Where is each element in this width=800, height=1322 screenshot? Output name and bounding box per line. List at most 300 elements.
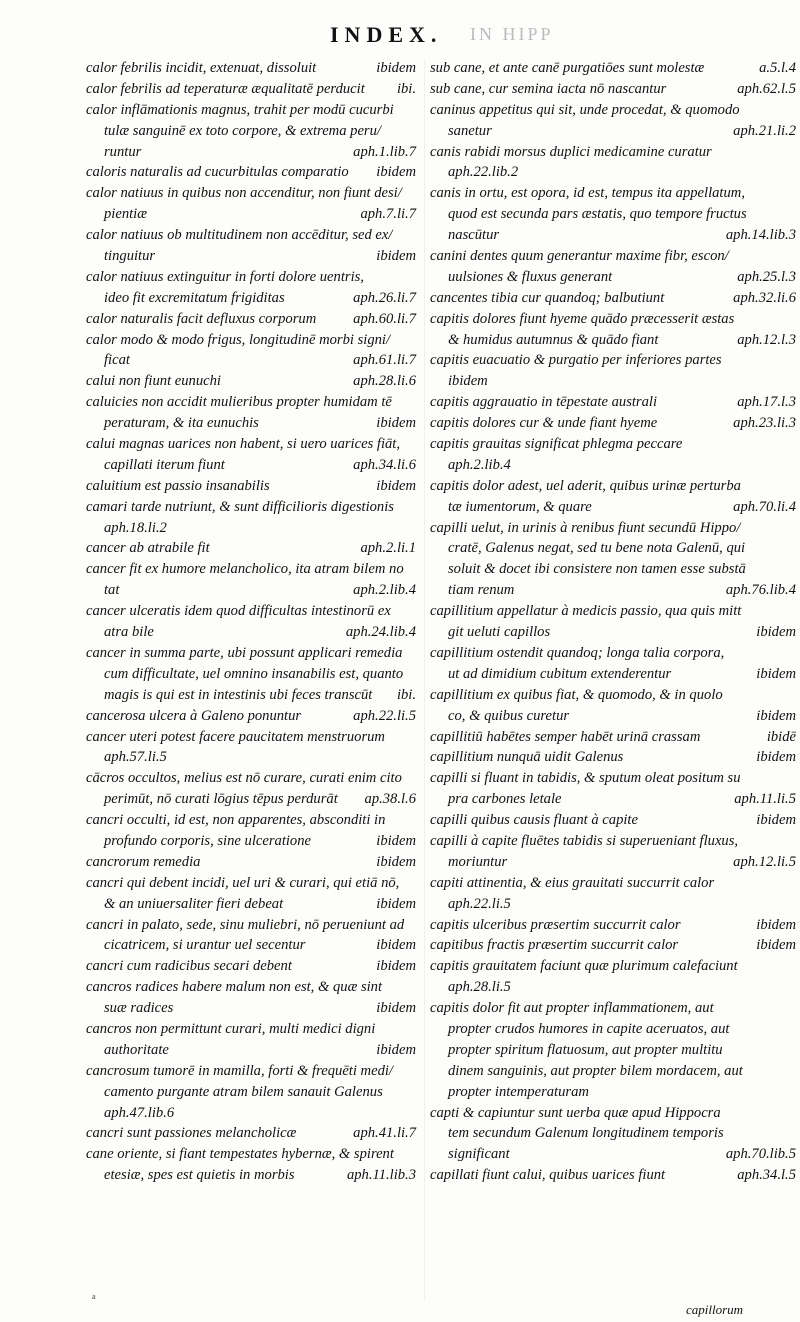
- entry-line: [430, 810, 800, 831]
- index-column-right: [430, 58, 800, 1186]
- index-entry: [86, 79, 422, 100]
- entry-text: aph.22.li.5: [448, 895, 511, 912]
- index-entry: [86, 956, 422, 977]
- index-entry: [430, 309, 800, 351]
- entry-reference: ibidem: [376, 895, 416, 912]
- entry-line: [430, 79, 800, 100]
- entry-text: propter crudos humores in capite aceruatos, aut: [448, 1020, 730, 1037]
- index-entry: [86, 706, 422, 727]
- entry-line: [86, 392, 422, 413]
- entry-text: capilli quibus causis fluant à capite: [430, 812, 638, 829]
- index-entry: [430, 1103, 800, 1166]
- entry-text: propter spiritum flatuosum, aut propter multitu: [448, 1041, 723, 1058]
- entry-continuation-line: [86, 935, 422, 956]
- entry-reference: ibidem: [376, 60, 416, 76]
- entry-reference: ibidem: [756, 749, 796, 766]
- entry-text: etesiæ, spes est quietis in morbis: [104, 1167, 295, 1184]
- bottom-mark: ᵃ: [92, 1292, 96, 1307]
- entry-line: [430, 413, 800, 434]
- index-entry: [86, 727, 422, 769]
- entry-continuation-line: [430, 622, 800, 643]
- entry-reference: ibidem: [376, 1000, 416, 1017]
- show-through-text: IN HIPP: [470, 24, 554, 44]
- entry-text: cancer ulceratis idem quod difficultas intestinorū ex: [86, 603, 391, 620]
- entry-reference: aph.28.li.6: [353, 373, 416, 390]
- entry-line: [430, 392, 800, 413]
- entry-text: cancri sunt passiones melancholicæ: [86, 1125, 297, 1142]
- entry-line: [86, 873, 422, 894]
- entry-line: [430, 309, 800, 330]
- entry-text: capillati iterum fiunt: [104, 456, 225, 473]
- entry-text: capitis dolor adest, uel aderit, quibus urinæ perturba: [430, 477, 741, 494]
- entry-text: peraturam, & ita eunuchis: [104, 415, 259, 432]
- entry-text: moriuntur: [448, 853, 508, 870]
- entry-line: [86, 371, 422, 392]
- entry-reference: aph.61.li.7: [353, 352, 416, 369]
- entry-continuation-line: [86, 789, 422, 810]
- entry-reference: a.5.l.4: [759, 60, 796, 76]
- entry-line: [86, 225, 422, 246]
- index-entry: [86, 1019, 422, 1061]
- entry-reference: ibidem: [756, 916, 796, 933]
- entry-continuation-line: [86, 1165, 422, 1186]
- index-entry: [86, 915, 422, 957]
- entry-reference: aph.76.lib.4: [725, 582, 796, 599]
- entry-reference: ibidē: [766, 728, 796, 745]
- entry-reference: ibidem: [376, 853, 416, 870]
- entry-continuation-line: [430, 894, 800, 915]
- entry-text: aph.28.li.5: [448, 979, 511, 996]
- index-entry: [86, 852, 422, 873]
- entry-text: authoritate: [104, 1041, 169, 1058]
- entry-line: [86, 330, 422, 351]
- entry-text: tinguitur: [104, 248, 156, 265]
- entry-continuation-line: [430, 455, 800, 476]
- entry-reference: aph.24.lib.4: [345, 624, 416, 641]
- entry-reference: ibidem: [756, 624, 796, 641]
- index-entry: [86, 1123, 422, 1144]
- entry-line: [430, 998, 800, 1019]
- entry-line: [430, 873, 800, 894]
- entry-continuation-line: [86, 246, 422, 267]
- entry-reference: aph.2.li.1: [360, 540, 416, 557]
- entry-reference: aph.26.li.7: [353, 289, 416, 306]
- entry-continuation-line: [430, 225, 800, 246]
- entry-line: [430, 100, 800, 121]
- entry-reference: ap.38.l.6: [364, 791, 416, 808]
- entry-reference: ibidem: [376, 164, 416, 181]
- entry-line: [86, 810, 422, 831]
- index-entry: [430, 685, 800, 727]
- entry-line: [430, 142, 800, 163]
- index-entry: [430, 768, 800, 810]
- entry-text: cratē, Galenus negat, sed tu bene nota Galenū, qui: [448, 540, 746, 557]
- entry-text: & an uniuersaliter fieri debeat: [104, 895, 284, 912]
- entry-text: significant: [448, 1146, 510, 1163]
- entry-text: calui non fiunt eunuchi: [86, 373, 221, 390]
- entry-reference: ibidem: [376, 958, 416, 975]
- entry-reference: aph.12.l.3: [737, 331, 796, 348]
- entry-reference: aph.7.li.7: [360, 206, 416, 223]
- entry-text: ficat: [104, 352, 130, 369]
- entry-line: [430, 58, 800, 79]
- entry-text: propter intemperaturam: [448, 1083, 589, 1100]
- entry-reference: aph.34.li.6: [353, 456, 416, 473]
- entry-continuation-line: [86, 747, 422, 768]
- entry-text: capillitiū habētes semper habēt urinā crassam: [430, 728, 701, 745]
- index-entry: [86, 330, 422, 372]
- entry-line: [430, 831, 800, 852]
- entry-text: aph.2.lib.4: [448, 456, 511, 473]
- index-entry: [86, 810, 422, 852]
- entry-text: quod est secunda pars æstatis, quo tempore fructus: [448, 206, 747, 223]
- entry-reference: aph.41.li.7: [353, 1125, 416, 1142]
- entry-text: capillitium ostendit quandoq; longa talia corpora,: [430, 644, 725, 661]
- entry-text: calui magnas uarices non habent, si uero uarices fiāt,: [86, 436, 401, 453]
- entry-reference: aph.14.lib.3: [725, 227, 796, 244]
- entry-text: capitis grauitas significat phlegma peccare: [430, 436, 683, 453]
- entry-text: cancrosum tumorē in mamilla, forti & frequēti medi/: [86, 1062, 393, 1079]
- entry-continuation-line: [430, 538, 800, 559]
- entry-line: [430, 246, 800, 267]
- entry-reference: aph.17.l.3: [737, 394, 796, 411]
- entry-reference: ibidem: [756, 707, 796, 724]
- entry-line: [430, 747, 800, 768]
- index-entry: [86, 1144, 422, 1186]
- entry-continuation-line: [86, 413, 422, 434]
- entry-text: cancentes tibia cur quandoq; balbutiunt: [430, 289, 665, 306]
- entry-continuation-line: [430, 559, 800, 580]
- entry-reference: ibidem: [756, 812, 796, 829]
- entry-continuation-line: [86, 142, 422, 163]
- entry-continuation-line: [86, 664, 422, 685]
- entry-text: capitis ulceribus præsertim succurrit calor: [430, 916, 681, 933]
- entry-text: capitis grauitatem faciunt quæ plurimum calefaciunt: [430, 958, 738, 975]
- entry-text: capti & capiuntur sunt uerba quæ apud Hippocra: [430, 1104, 721, 1121]
- index-entry: [86, 100, 422, 163]
- entry-continuation-line: [86, 1082, 422, 1103]
- entry-continuation-line: [430, 852, 800, 873]
- entry-text: tulæ sanguinē ex toto corpore, & extrema peru/: [104, 122, 381, 139]
- entry-text: cancri cum radicibus secari debent: [86, 958, 292, 975]
- entry-text: atra bile: [104, 624, 154, 641]
- entry-continuation-line: [86, 518, 422, 539]
- entry-continuation-line: [86, 121, 422, 142]
- page-title: INDEX.: [330, 22, 443, 47]
- index-column-left: [86, 58, 422, 1186]
- entry-text: calor natiuus extinguitur in forti dolore uentris,: [86, 268, 364, 285]
- entry-text: capitis euacuatio & purgatio per inferiores partes: [430, 352, 722, 369]
- entry-continuation-line: [430, 121, 800, 142]
- entry-text: capilli à capite fluētes tabidis si superueniant fluxus,: [430, 832, 739, 849]
- index-entry: [86, 768, 422, 810]
- index-entry: [86, 538, 422, 559]
- entry-text: dinem sanguinis, aut propter bilem mordacem, aut: [448, 1062, 743, 1079]
- index-entry: [86, 392, 422, 434]
- entry-text: calor naturalis facit defluxus corporum: [86, 310, 317, 327]
- entry-reference: aph.22.li.5: [353, 707, 416, 724]
- entry-reference: ibidem: [376, 832, 416, 849]
- entry-reference: aph.2.lib.4: [353, 582, 416, 599]
- entry-text: co, & quibus curetur: [448, 707, 570, 724]
- entry-line: [86, 1019, 422, 1040]
- entry-line: [430, 727, 800, 748]
- entry-reference: aph.70.li.4: [733, 498, 796, 515]
- column-gutter: [424, 60, 425, 1300]
- entry-text: caluitium est passio insanabilis: [86, 477, 270, 494]
- index-entry: [86, 267, 422, 309]
- entry-reference: ibi.: [396, 80, 416, 97]
- entry-text: caninus appetitus qui sit, unde procedat, & quomodo: [430, 101, 740, 118]
- entry-continuation-line: [86, 204, 422, 225]
- entry-line: [430, 956, 800, 977]
- entry-text: cancri occulti, id est, non apparentes, absconditi in: [86, 812, 386, 829]
- entry-line: [86, 559, 422, 580]
- entry-continuation-line: [430, 580, 800, 601]
- entry-line: [86, 1144, 422, 1165]
- entry-reference: aph.25.l.3: [737, 268, 796, 285]
- entry-line: [86, 434, 422, 455]
- entry-reference: aph.1.lib.7: [353, 143, 416, 160]
- entry-line: [86, 162, 422, 183]
- entry-text: ibidem: [448, 373, 488, 390]
- index-entry: [86, 162, 422, 183]
- entry-continuation-line: [430, 204, 800, 225]
- entry-text: magis is qui est in intestinis ubi feces transcūt: [104, 686, 373, 703]
- entry-reference: aph.32.li.6: [733, 289, 796, 306]
- index-entry: [86, 497, 422, 539]
- index-entry: [86, 371, 422, 392]
- index-entry: [86, 58, 422, 79]
- entry-continuation-line: [430, 1144, 800, 1165]
- index-entry: [430, 1165, 800, 1186]
- entry-continuation-line: [86, 685, 422, 706]
- entry-text: aph.57.li.5: [104, 749, 167, 766]
- entry-text: capillati fiunt calui, quibus uarices fiunt: [430, 1167, 666, 1184]
- entry-line: [86, 915, 422, 936]
- entry-text: cancri qui debent incidi, uel uri & curari, qui etiā nō,: [86, 874, 400, 891]
- entry-line: [86, 956, 422, 977]
- entry-continuation-line: [430, 1061, 800, 1082]
- entry-text: capillitium ex quibus fiat, & quomodo, & in quolo: [430, 686, 723, 703]
- entry-text: cancer uteri potest facere paucitatem menstruorum: [86, 728, 385, 745]
- entry-line: [86, 706, 422, 727]
- index-entry: [430, 246, 800, 288]
- entry-text: canis in ortu, est opora, id est, tempus ita appellatum,: [430, 185, 745, 202]
- entry-line: [430, 1103, 800, 1124]
- entry-reference: ibidem: [376, 415, 416, 432]
- entry-text: cancri in palato, sede, sinu muliebri, nō perueniunt ad: [86, 916, 405, 933]
- entry-continuation-line: [86, 831, 422, 852]
- entry-line: [86, 1123, 422, 1144]
- entry-reference: aph.62.l.5: [737, 80, 796, 97]
- entry-reference: ibidem: [756, 937, 796, 954]
- entry-text: tæ iumentorum, & quare: [448, 498, 592, 515]
- entry-line: [430, 768, 800, 789]
- entry-text: sanetur: [448, 122, 492, 139]
- entry-reference: aph.21.li.2: [733, 122, 796, 139]
- index-entry: [86, 183, 422, 225]
- entry-text: calor natiuus ob multitudinem non accēditur, sed ex/: [86, 227, 393, 244]
- entry-line: [430, 915, 800, 936]
- index-entry: [86, 977, 422, 1019]
- entry-text: cācros occultos, melius est nō curare, curati enim cito: [86, 770, 402, 787]
- index-entry: [430, 810, 800, 831]
- entry-continuation-line: [430, 1082, 800, 1103]
- entry-text: aph.22.lib.2: [448, 164, 519, 181]
- entry-text: cancer in summa parte, ubi possunt applicari remedia: [86, 644, 403, 661]
- index-entry: [430, 288, 800, 309]
- entry-reference: aph.23.li.3: [733, 415, 796, 432]
- entry-continuation-line: [86, 1103, 422, 1124]
- entry-text: capillitium nunquā uidit Galenus: [430, 749, 624, 766]
- entry-text: perimūt, nō curati lōgius tēpus perdurāt: [104, 791, 338, 808]
- index-entry: [86, 309, 422, 330]
- entry-text: capilli si fluant in tabidis, & sputum oleat positum su: [430, 770, 741, 787]
- entry-text: sub cane, cur semina iacta nō nascantur: [430, 80, 667, 97]
- index-entry: [430, 392, 800, 413]
- entry-text: cancros radices habere malum non est, & quæ sint: [86, 979, 383, 996]
- index-entry: [430, 727, 800, 748]
- entry-text: cancros non permittunt curari, multi medici digni: [86, 1020, 376, 1037]
- entry-text: capillitium appellatur à medicis passio, qua quis mitt: [430, 603, 742, 620]
- catchword: capillorum: [686, 1302, 744, 1317]
- entry-continuation-line: [86, 998, 422, 1019]
- index-entry: [430, 873, 800, 915]
- entry-text: tiam renum: [448, 582, 515, 599]
- entry-continuation-line: [430, 330, 800, 351]
- index-entry: [430, 518, 800, 602]
- entry-text: ut ad dimidium cubitum extenderentur: [448, 665, 672, 682]
- entry-continuation-line: [430, 371, 800, 392]
- entry-text: & humidus autumnus & quādo fiant: [448, 331, 659, 348]
- entry-text: calor inflāmationis magnus, trahit per modū cucurbi: [86, 101, 394, 118]
- index-entry: [430, 831, 800, 873]
- entry-line: [430, 518, 800, 539]
- entry-reference: ibidem: [376, 937, 416, 954]
- entry-text: pientiæ: [104, 206, 147, 223]
- entry-line: [430, 601, 800, 622]
- index-entry: [86, 434, 422, 476]
- entry-line: [86, 601, 422, 622]
- entry-text: caluicies non accidit mulieribus propter humidam tē: [86, 394, 392, 411]
- index-entry: [430, 998, 800, 1102]
- entry-text: suæ radices: [104, 1000, 174, 1017]
- entry-text: capitis dolores cur & unde fiant hyeme: [430, 415, 658, 432]
- index-entry: [430, 643, 800, 685]
- entry-text: nascūtur: [448, 227, 500, 244]
- entry-text: calor febrilis ad teperaturæ æqualitatē perducit: [86, 80, 365, 97]
- entry-reference: aph.11.li.5: [734, 791, 796, 808]
- entry-text: ideo fit excremitatum frigiditas: [104, 289, 285, 306]
- entry-text: aph.18.li.2: [104, 519, 167, 536]
- index-entry: [430, 747, 800, 768]
- entry-continuation-line: [430, 706, 800, 727]
- entry-continuation-line: [86, 455, 422, 476]
- entry-reference: aph.11.lib.3: [346, 1167, 416, 1184]
- index-entry: [430, 413, 800, 434]
- entry-continuation-line: [430, 664, 800, 685]
- entry-line: [430, 1165, 800, 1186]
- entry-continuation-line: [430, 977, 800, 998]
- entry-line: [86, 100, 422, 121]
- index-entry: [86, 476, 422, 497]
- entry-line: [430, 643, 800, 664]
- entry-text: cancer fit ex humore melancholico, ita atram bilem no: [86, 561, 404, 578]
- index-entry: [430, 956, 800, 998]
- entry-continuation-line: [86, 288, 422, 309]
- entry-continuation-line: [86, 894, 422, 915]
- entry-text: capilli uelut, in urinis à renibus fiunt secundū Hippo/: [430, 519, 741, 536]
- entry-line: [430, 476, 800, 497]
- entry-line: [430, 350, 800, 371]
- index-entry: [430, 183, 800, 246]
- entry-text: capitis dolores fiunt hyeme quādo præcesserit æstas: [430, 310, 735, 327]
- entry-line: [430, 935, 800, 956]
- entry-line: [86, 476, 422, 497]
- entry-text: profundo corporis, sine ulceratione: [104, 832, 311, 849]
- entry-reference: ibidem: [376, 477, 416, 494]
- entry-reference: aph.70.lib.5: [725, 1146, 796, 1163]
- entry-line: [86, 267, 422, 288]
- index-entry: [430, 58, 800, 79]
- entry-continuation-line: [430, 267, 800, 288]
- entry-line: [86, 768, 422, 789]
- index-entry: [86, 601, 422, 643]
- entry-text: tat: [104, 582, 120, 599]
- index-entry: [430, 79, 800, 100]
- index-entry: [430, 601, 800, 643]
- entry-text: capitibus fractis præsertim succurrit calor: [430, 937, 679, 954]
- index-entry: [430, 935, 800, 956]
- index-entry: [86, 225, 422, 267]
- entry-text: capitis dolor fit aut propter inflammationem, aut: [430, 1000, 714, 1017]
- entry-continuation-line: [430, 1040, 800, 1061]
- index-entry: [86, 559, 422, 601]
- entry-continuation-line: [430, 497, 800, 518]
- entry-text: runtur: [104, 143, 142, 160]
- entry-reference: aph.12.li.5: [733, 853, 796, 870]
- index-entry: [430, 100, 800, 142]
- entry-text: cane oriente, si fiant tempestates hybernæ, & spirent: [86, 1146, 394, 1163]
- entry-continuation-line: [86, 622, 422, 643]
- page-header: [0, 22, 800, 52]
- index-entry: [430, 142, 800, 184]
- entry-line: [86, 183, 422, 204]
- entry-text: cum difficultate, uel omnino insanabilis est, quanto: [104, 665, 404, 682]
- entry-line: [86, 852, 422, 873]
- entry-reference: aph.34.l.5: [737, 1167, 796, 1184]
- entry-line: [86, 727, 422, 748]
- entry-text: aph.47.lib.6: [104, 1104, 175, 1121]
- entry-text: uulsiones & fluxus generant: [448, 268, 613, 285]
- entry-text: calor febrilis incidit, extenuat, dissoluit: [86, 60, 317, 76]
- entry-reference: ibidem: [756, 665, 796, 682]
- entry-line: [86, 309, 422, 330]
- entry-line: [86, 1061, 422, 1082]
- entry-text: cancerosa ulcera à Galeno ponuntur: [86, 707, 302, 724]
- index-entry: [430, 434, 800, 476]
- entry-text: camari tarde nutriunt, & sunt difficilioris digestionis: [86, 498, 394, 515]
- entry-text: tem secundum Galenum longitudinem temporis: [448, 1125, 724, 1142]
- entry-line: [86, 643, 422, 664]
- entry-text: camento purgante atram bilem sanauit Galenus: [104, 1083, 383, 1100]
- entry-line: [86, 497, 422, 518]
- entry-continuation-line: [430, 1123, 800, 1144]
- entry-text: git ueluti capillos: [448, 624, 551, 641]
- entry-continuation-line: [86, 580, 422, 601]
- entry-continuation-line: [86, 350, 422, 371]
